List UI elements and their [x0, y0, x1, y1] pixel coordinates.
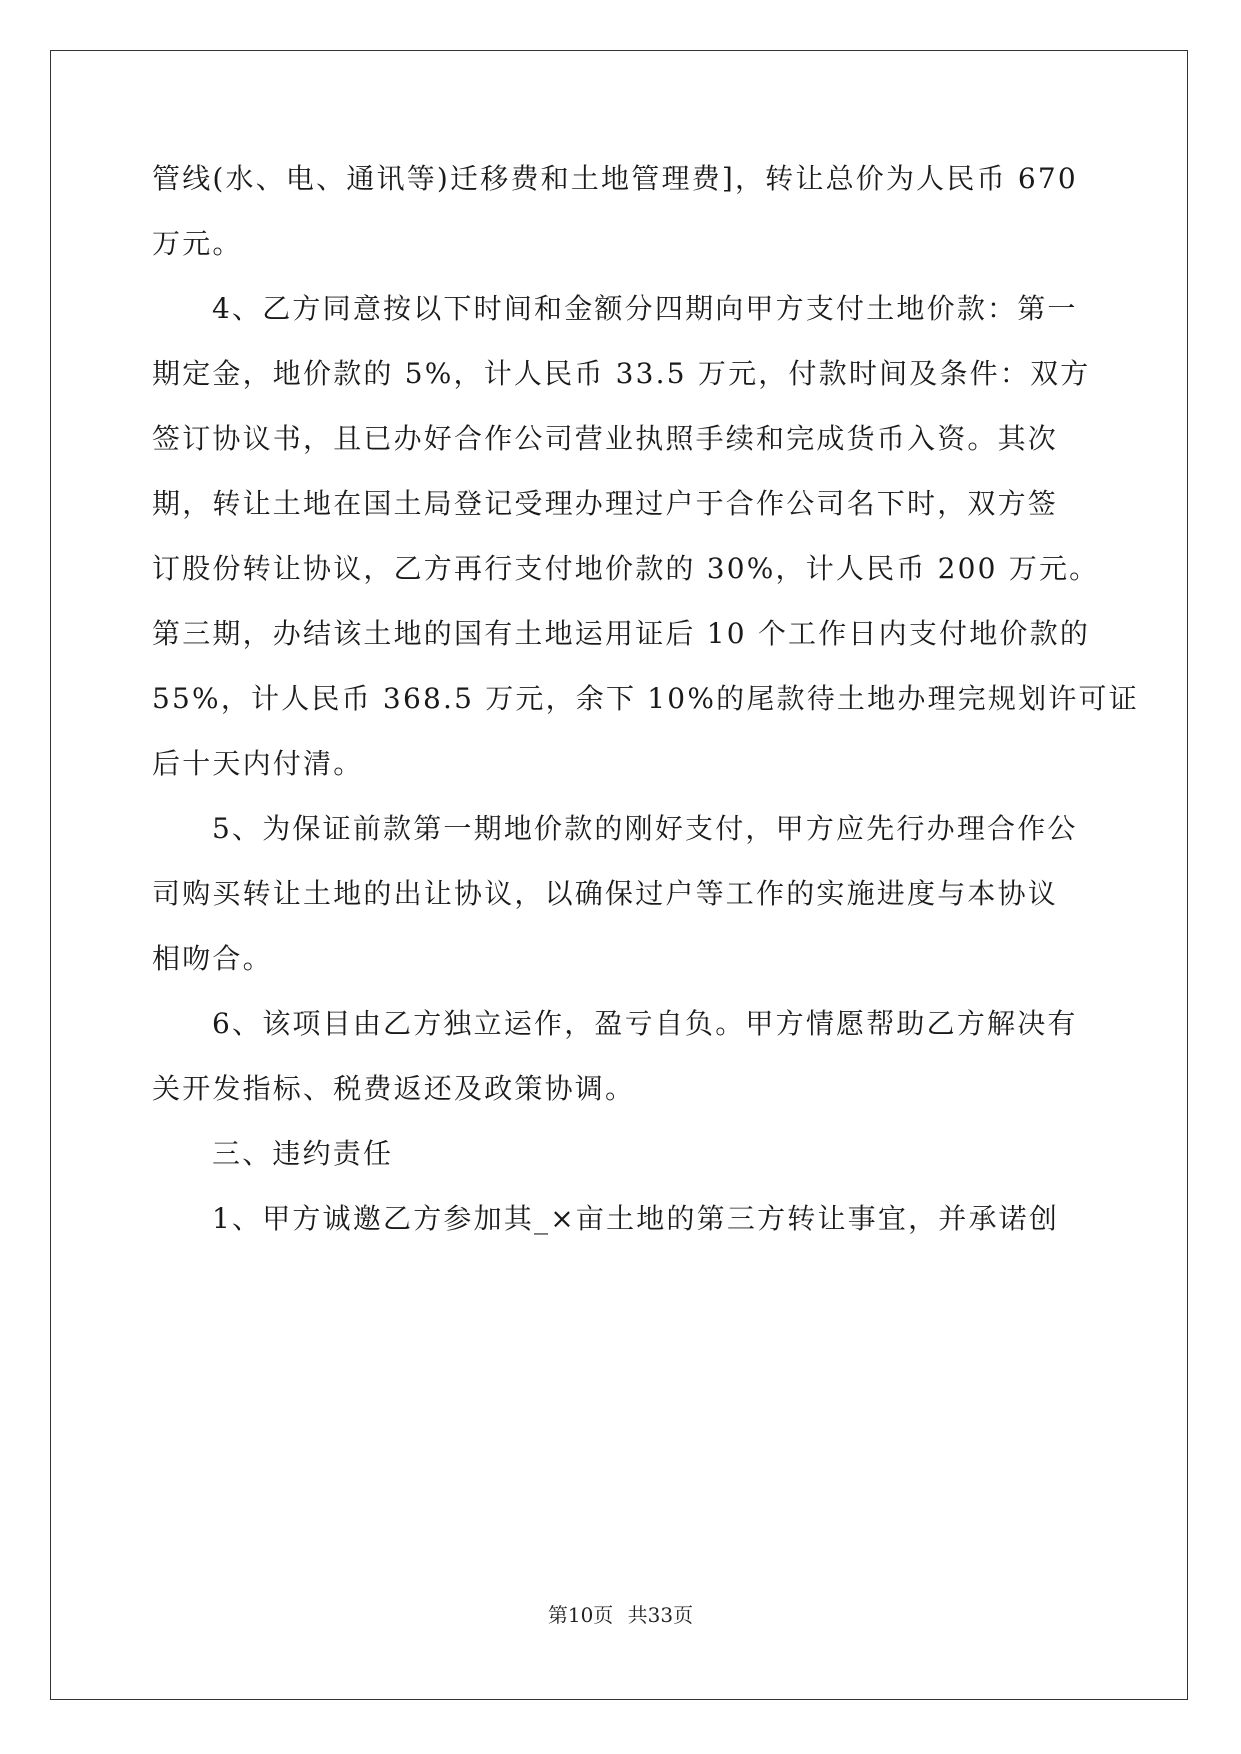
page-total: 共33页: [627, 1603, 694, 1627]
text-line: 4、乙方同意按以下时间和金额分四期向甲方支付土地价款：第一: [212, 292, 1078, 325]
text-line: 第三期，办结该土地的国有土地运用证后 10 个工作日内支付地价款的: [152, 617, 1091, 650]
text-line: 期定金，地价款的 5%，计人民币 33.5 万元，付款时间及条件：双方: [152, 357, 1091, 390]
text-line: 相吻合。: [152, 942, 273, 975]
text-line: 管线(水、电、通讯等)迁移费和土地管理费]，转让总价为人民币 670: [152, 162, 1078, 195]
text-line: 55%，计人民币 368.5 万元，余下 10%的尾款待土地办理完规划许可证: [152, 682, 1139, 715]
page-footer: [0, 1603, 1241, 1627]
text-line: 后十天内付清。: [152, 747, 364, 780]
text-line: 订股份转让协议，乙方再行支付地价款的 30%，计人民币 200 万元。: [152, 552, 1100, 585]
text-line: 5、为保证前款第一期地价款的刚好支付，甲方应先行办理合作公: [212, 812, 1078, 845]
text-line: 关开发指标、税费返还及政策协调。: [152, 1072, 636, 1105]
text-line: 期，转让土地在国土局登记受理办理过户于合作公司名下时，双方签: [152, 487, 1059, 520]
section-heading: 三、违约责任: [212, 1137, 394, 1170]
text-line: 万元。: [152, 227, 243, 260]
text-line: 签订协议书，且已办好合作公司营业执照手续和完成货币入资。其次: [152, 422, 1059, 455]
text-line: 司购买转让土地的出让协议，以确保过户等工作的实施进度与本协议: [152, 877, 1059, 910]
document-body: [152, 160, 1139, 1265]
text-line: 1、甲方诚邀乙方参加其_×亩土地的第三方转让事宜，并承诺创: [212, 1202, 1060, 1235]
page-number: 第10页: [547, 1603, 614, 1627]
text-line: 6、该项目由乙方独立运作，盈亏自负。甲方情愿帮助乙方解决有: [212, 1007, 1078, 1040]
